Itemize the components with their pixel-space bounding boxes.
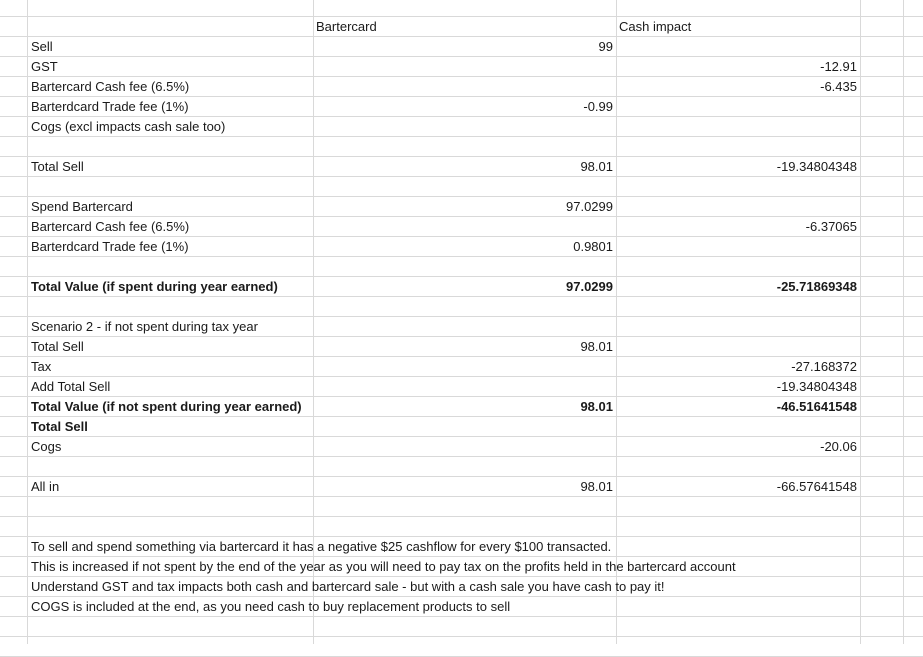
row-label[interactable]: Add Total Sell: [31, 379, 111, 394]
row-label[interactable]: Sell: [31, 39, 53, 54]
row-label[interactable]: Total Sell: [31, 159, 84, 174]
bartercard-value[interactable]: 98.01: [580, 479, 613, 494]
bartercard-value[interactable]: 97.0299: [566, 199, 613, 214]
row-label[interactable]: All in: [31, 479, 60, 494]
grid-row-line: [0, 36, 923, 37]
cash-impact-value[interactable]: -19.34804348: [776, 159, 857, 174]
row-label[interactable]: Total Value (if not spent during year earned): [31, 399, 302, 414]
cash-impact-value[interactable]: -25.71869348: [776, 279, 857, 294]
grid-row-line: [0, 56, 923, 57]
cash-impact-value[interactable]: -12.91: [820, 59, 857, 74]
cash-impact-value[interactable]: -46.51641548: [776, 399, 857, 414]
row-label[interactable]: Spend Bartercard: [31, 199, 133, 214]
row-label[interactable]: Cogs (excl impacts cash sale too): [31, 119, 226, 134]
row-label[interactable]: To sell and spend something via bartercard it has a negative $25 cashflow for every $100 transacted.: [31, 539, 612, 554]
row-label[interactable]: Barterdcard Trade fee (1%): [31, 99, 189, 114]
grid-row-line: [0, 436, 923, 437]
bartercard-value[interactable]: 98.01: [580, 159, 613, 174]
grid-row-line: [0, 636, 923, 637]
row-label[interactable]: Tax: [31, 359, 52, 374]
bartercard-value[interactable]: 99: [598, 39, 613, 54]
cash-impact-value[interactable]: -6.37065: [805, 219, 857, 234]
cash-impact-value[interactable]: -27.168372: [791, 359, 857, 374]
row-label[interactable]: GST: [31, 59, 58, 74]
cash-impact-value[interactable]: -6.435: [820, 79, 857, 94]
grid-row-line: [0, 516, 923, 517]
bartercard-value[interactable]: 97.0299: [566, 279, 613, 294]
bartercard-value[interactable]: 98.01: [580, 339, 613, 354]
row-label[interactable]: Scenario 2 - if not spent during tax year: [31, 319, 258, 334]
row-label[interactable]: COGS is included at the end, as you need cash to buy replacement products to sell: [31, 599, 511, 614]
grid-row-line: [0, 356, 923, 357]
bartercard-value[interactable]: 0.9801: [573, 239, 613, 254]
cash-impact-value[interactable]: -20.06: [820, 439, 857, 454]
row-label[interactable]: Barterdcard Trade fee (1%): [31, 239, 189, 254]
row-label[interactable]: Total Sell: [31, 339, 84, 354]
grid-row-line: [0, 16, 923, 17]
bartercard-value[interactable]: 98.01: [580, 399, 613, 414]
cash-impact-value[interactable]: -19.34804348: [776, 379, 857, 394]
row-label[interactable]: Understand GST and tax impacts both cash and bartercard sale - but with a cash sale you have cash to pay it!: [31, 579, 665, 594]
row-label[interactable]: Bartercard Cash fee (6.5%): [31, 219, 190, 234]
row-label[interactable]: Total Sell: [31, 419, 88, 434]
bartercard-value[interactable]: -0.99: [583, 99, 613, 114]
row-label[interactable]: Bartercard Cash fee (6.5%): [31, 79, 190, 94]
row-label[interactable]: Total Value (if spent during year earned): [31, 279, 278, 294]
row-label[interactable]: This is increased if not spent by the end of the year as you will need to pay tax on the profits held in the bartercard account: [31, 559, 736, 574]
row-label[interactable]: Cogs: [31, 439, 62, 454]
cash-impact-value[interactable]: -66.57641548: [776, 479, 857, 494]
column-header-bartercard: Bartercard: [316, 19, 377, 34]
grid-row-line: [0, 456, 923, 457]
column-header-cash-impact: Cash impact: [619, 19, 692, 34]
grid-row-line: [0, 196, 923, 197]
